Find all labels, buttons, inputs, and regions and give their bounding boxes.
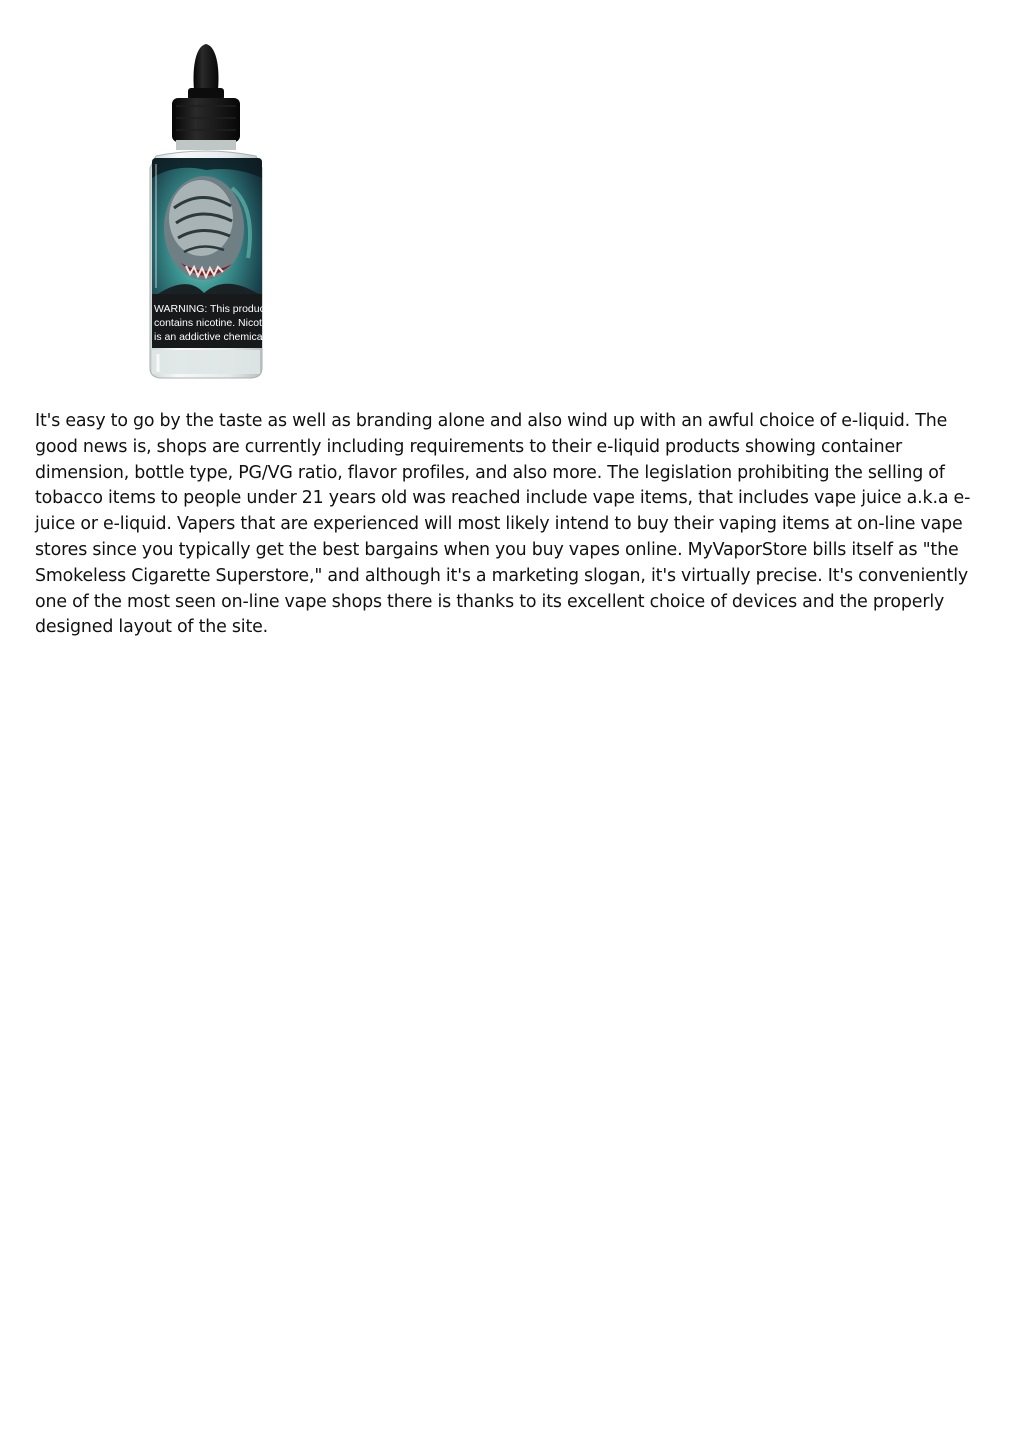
- warning-label-line-3: is an addictive chemical.: [154, 331, 268, 343]
- warning-label-line-2: contains nicotine. Nicotine: [154, 317, 276, 329]
- article-paragraph: It's easy to go by the taste as well as branding alone and also wind up with an awful choice of e-liquid. The good news is, shops are currently including requirements to their e-liquid products showing container dimension, bottle type, PG/VG ratio, flavor profiles, and also more. The legislation prohibiting the selling of tobacco items to people under 21 years old was reached include vape items, that includes vape juice a.k.a e-juice or e-liquid. Vapers that are experienced will most likely intend to buy their vaping items at on-line vape stores since you typically get the best bargains when you buy vapes online. MyVaporStore bills itself as "the Smokeless Cigarette Superstore," and although it's a marketing slogan, it's virtually precise. It's conveniently one of the most seen on-line vape shops there is thanks to its excellent choice of devices and the properly designed layout of the site.: [35, 411, 971, 638]
- warning-label-line-1: WARNING: This product: [154, 303, 268, 315]
- bottle-illustration: [36, 38, 376, 383]
- bottle-cap: [172, 98, 240, 142]
- e-liquid-bottle-image: [36, 38, 376, 383]
- dropper-bulb: [194, 44, 219, 90]
